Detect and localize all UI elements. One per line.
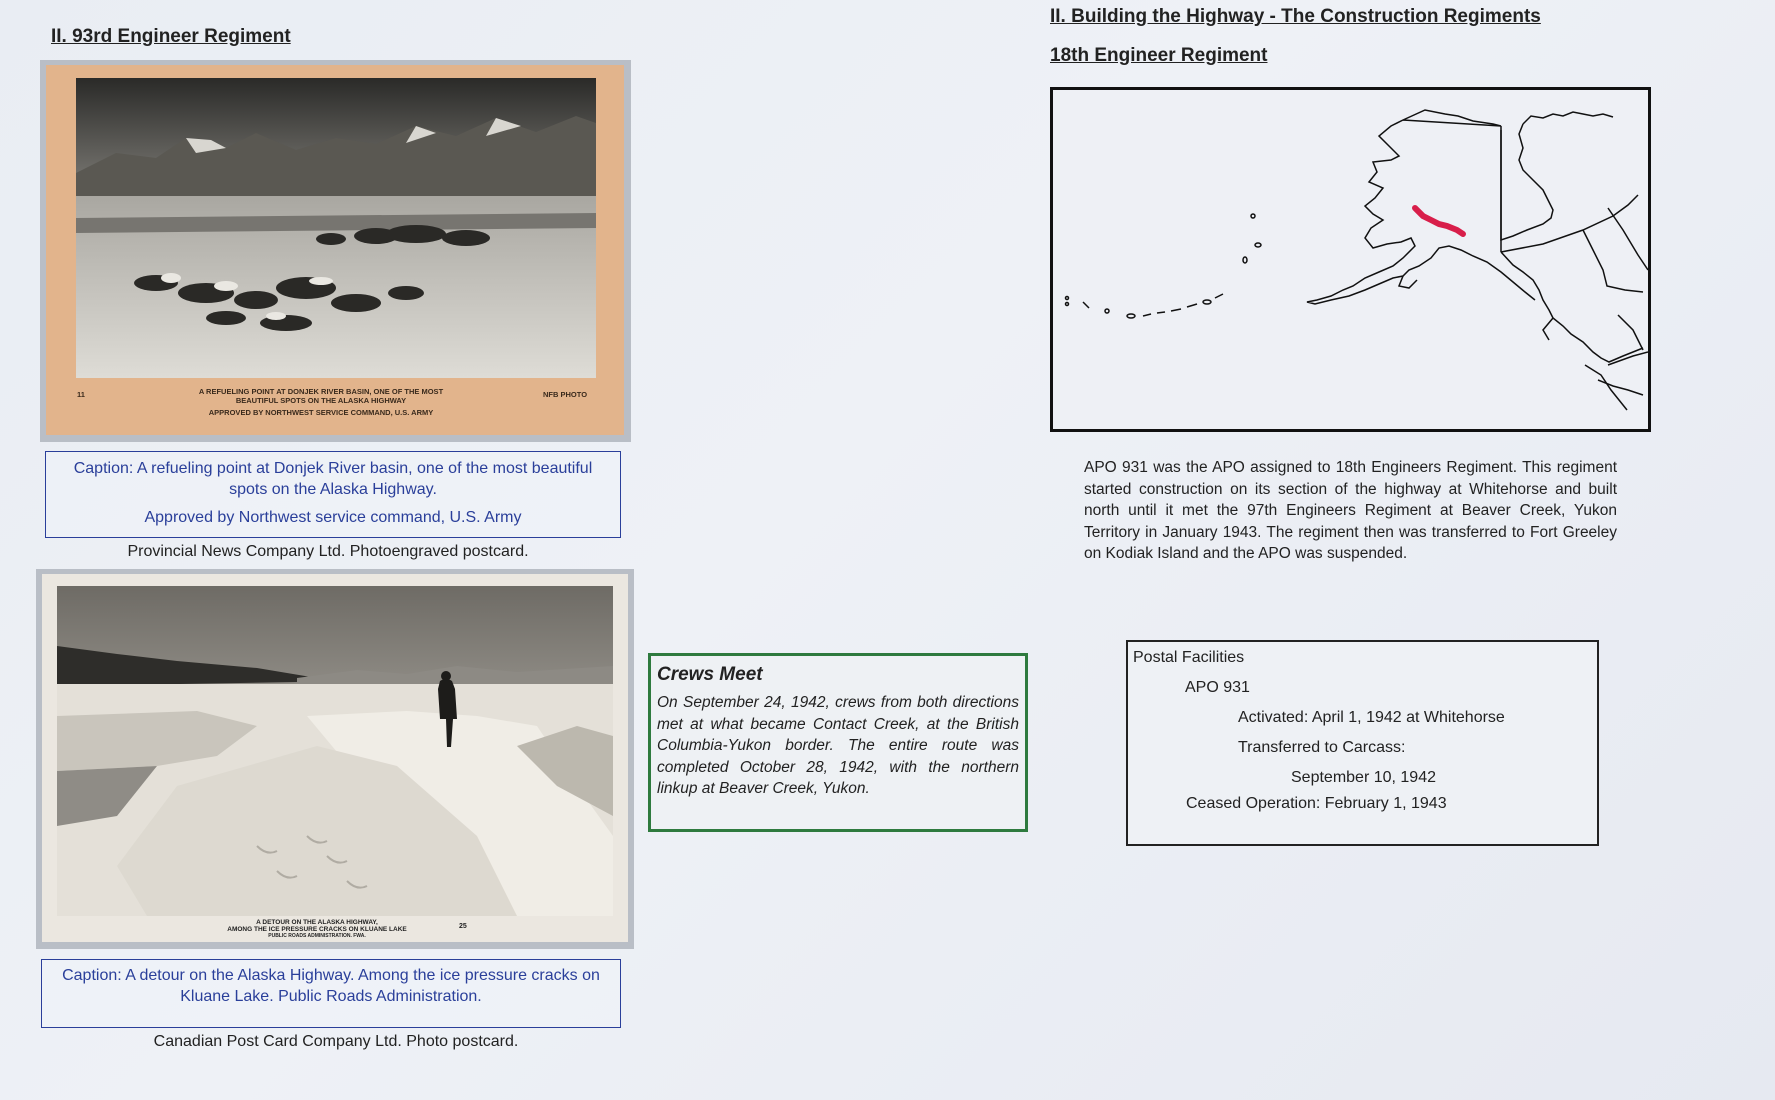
postcard-1-approved: APPROVED BY NORTHWEST SERVICE COMMAND, U.S. ARMY: [208, 408, 434, 417]
postcard-2-caption-text: Caption: A detour on the Alaska Highway. Among the ice pressure cracks on Kluane Lake. Public Roads Administration.: [62, 967, 600, 1005]
postcard-2-print-caption: [192, 919, 442, 940]
postcard-1-approved-text: Approved by Northwest service command, U.S. Army: [144, 509, 522, 526]
postcard-1-caption-box: [45, 451, 621, 538]
crews-meet-title: Crews Meet: [657, 664, 763, 685]
apo-paragraph: APO 931 was the APO assigned to 18th Engineers Regiment. This regiment started construction on its section of the highway at Whitehorse and built north until it met the 97th Engineers Regiment at Beaver Creek, Yukon Territory in January 1943. The regiment then was transferred to Fort Greeley on Kodiak Island and the APO was suspended.: [1084, 459, 1617, 562]
postal-title: Postal Facilities: [1133, 649, 1245, 666]
postal-transferred: Transferred to Carcass:: [1238, 739, 1406, 756]
postcard-2-number: 25: [459, 923, 467, 930]
postcard-1-photo: [76, 78, 596, 378]
postal-activated: Activated: April 1, 1942 at Whitehorse: [1238, 709, 1505, 726]
postcard-1-publisher: Provincial News Company Ltd. Photoengraved postcard.: [127, 543, 529, 560]
postcard-2-publisher: Canadian Post Card Company Ltd. Photo postcard.: [153, 1033, 519, 1050]
left-heading: II. 93rd Engineer Regiment: [51, 26, 291, 47]
postcard-2-photo: [57, 586, 613, 916]
postcard-1: [40, 60, 631, 442]
alaska-yukon-map: [1050, 87, 1651, 432]
postcard-1-credit: NFB PHOTO: [543, 390, 588, 399]
postal-transferred-date: September 10, 1942: [1291, 769, 1436, 786]
postal-ceased: Ceased Operation: February 1, 1943: [1186, 795, 1447, 812]
postcard-2-caption-line1: A DETOUR ON THE ALASKA HIGHWAY,: [256, 919, 378, 926]
postcard-1-number: 11: [77, 390, 85, 399]
postcard-2-caption-line2: AMONG THE ICE PRESSURE CRACKS ON KLUANE LAKE: [227, 926, 407, 933]
postcard-1-print-caption: [156, 387, 486, 417]
postal-apo: APO 931: [1185, 679, 1250, 696]
postcard-1-caption-text: Caption: A refueling point at Donjek River basin, one of the most beautiful spots on the Alaska Highway.: [73, 460, 593, 498]
postcard-2-caption-box: [41, 959, 621, 1028]
postal-facilities-box: [1126, 640, 1599, 846]
right-heading: II. Building the Highway - The Construction Regiments: [1050, 6, 1541, 27]
right-subheading: 18th Engineer Regiment: [1050, 45, 1268, 66]
crews-meet-body: On September 24, 1942, crews from both directions met at what became Contact Creek, at the British Columbia-Yukon border. The entire route was completed October 28, 1942, with the northern linkup at Beaver Creek, Yukon.: [657, 694, 1019, 797]
crews-meet-box: [648, 653, 1028, 832]
highway-route: [1415, 208, 1463, 234]
postcard-1-caption-line2: BEAUTIFUL SPOTS ON THE ALASKA HIGHWAY: [235, 396, 407, 405]
postcard-2-caption-line3: PUBLIC ROADS ADMINISTRATION. FWA.: [268, 933, 366, 939]
postcard-1-caption-line1: A REFUELING POINT AT DONJEK RIVER BASIN, ONE OF THE MOST: [198, 387, 444, 396]
postcard-2: [36, 569, 634, 949]
